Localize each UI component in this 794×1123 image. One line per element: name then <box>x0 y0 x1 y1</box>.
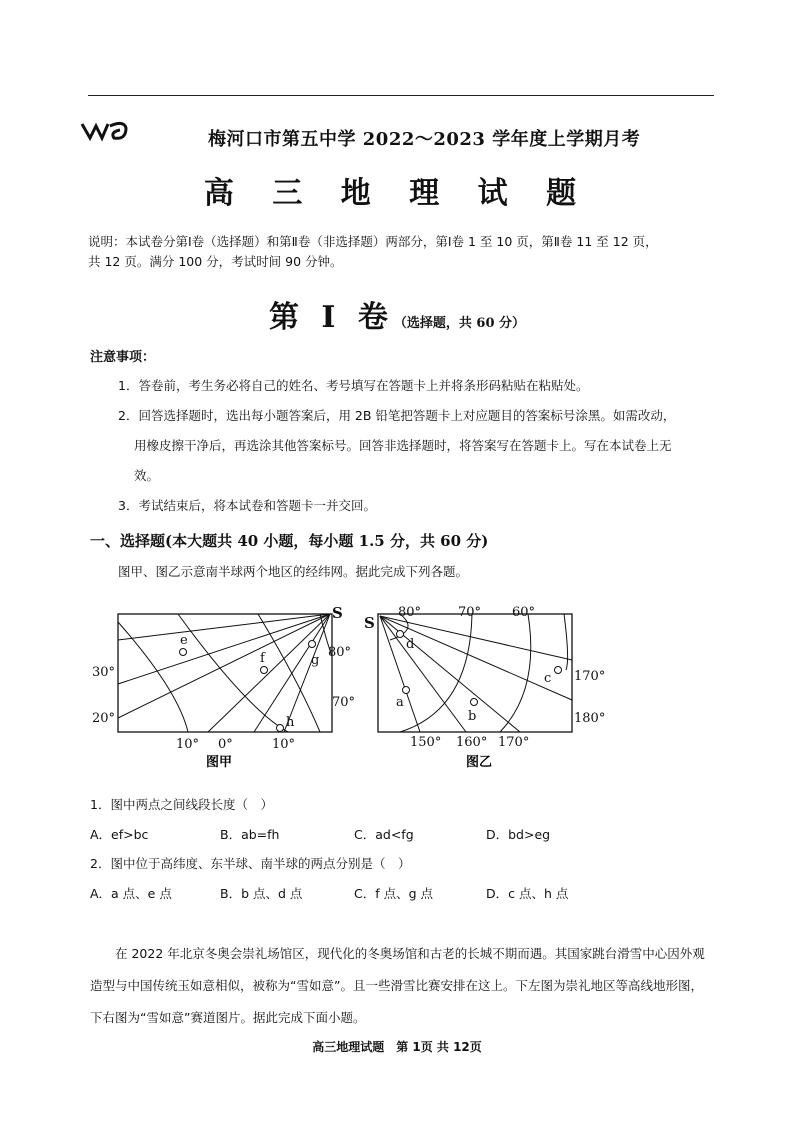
lon-0: 0° <box>218 737 233 752</box>
right-170: 170° <box>574 669 606 684</box>
school-logo-icon <box>80 118 130 144</box>
notice-item-3: 3．考试结束后，将本试卷和答题卡一并交回。 <box>118 498 376 513</box>
label-h: h <box>286 715 295 730</box>
label-b: b <box>468 709 477 724</box>
point-h <box>277 725 284 732</box>
notice-heading: 注意事项： <box>90 350 156 365</box>
label-g: g <box>311 653 320 668</box>
label-f: f <box>260 651 265 666</box>
point-b <box>471 699 478 706</box>
part-one-title: 第 Ⅰ 卷 <box>268 300 394 335</box>
lat-30: 30° <box>92 665 116 680</box>
label-c: c <box>544 671 552 686</box>
lat-20: 20° <box>92 711 116 726</box>
point-d <box>397 631 404 638</box>
lon-10w: 10° <box>176 737 200 752</box>
intro-line-1: 说明：本试卷分第Ⅰ卷（选择题）和第Ⅱ卷（非选择题）两部分，第Ⅰ卷 1 至 10 页，第Ⅱ卷 11 至 12 页， <box>88 234 658 249</box>
point-e <box>180 649 187 656</box>
q2-option-b: B．b 点、d 点 <box>220 886 303 901</box>
caption-jia: 图甲 <box>206 755 233 770</box>
section-heading: 一、选择题(本大题共 40 小题，每小题 1.5 分，共 60 分) <box>90 532 489 550</box>
q2-option-a: A．a 点、e 点 <box>90 886 172 901</box>
label-a: a <box>396 695 404 710</box>
notice-item-1: 1．答卷前，考生务必将自己的姓名、考号填写在答题卡上并将条形码粘贴在粘贴处。 <box>118 378 589 393</box>
intro-line-2: 共 12 页。满分 100 分，考试时间 90 分钟。 <box>88 254 343 269</box>
header-rule <box>88 95 714 96</box>
q2-option-d: D．c 点、h 点 <box>486 886 569 901</box>
figure-yi <box>360 600 620 770</box>
right-180: 180° <box>574 711 606 726</box>
passage-text: 在 2022 年北京冬奥会崇礼场馆区，现代化的冬奥场馆和古老的长城不期而遇。其国家跳台滑雪中心因外观造型与中国传统玉如意相似，被称为“雪如意”。且一些滑雪比赛安排在这上。下左图为崇礼地区等高线地形图，下右图为“雪如意”赛道图片。据此完成下面小题。 <box>90 946 705 1025</box>
part-one-subtitle: （选择题，共 60 分） <box>393 316 526 331</box>
page-footer: 高三地理试题 第 1页 共 12页 <box>312 1040 482 1054</box>
label-d: d <box>406 637 415 652</box>
pole-label-yi: S <box>364 614 375 632</box>
caption-yi: 图乙 <box>466 755 493 770</box>
point-a <box>403 687 410 694</box>
lat-80: 80° <box>328 645 352 660</box>
question-2-stem: 2．图中位于高纬度、东半球、南半球的两点分别是（ ） <box>90 856 411 871</box>
notice-item-2: 2．回答选择题时，选出每小题答案后，用 2B 铅笔把答题卡上对应题目的答案标号涂黑。如需改动， <box>118 408 676 423</box>
part-one-heading <box>0 292 794 336</box>
q1-option-c: C．ad<fg <box>354 827 414 842</box>
bottom-150: 150° <box>410 735 442 750</box>
notice-item-2-end: 效。 <box>134 468 160 483</box>
question-1-stem: 1．图中两点之间线段长度（ ） <box>90 797 273 812</box>
section-lead: 图甲、图乙示意南半球两个地区的经纬网。据此完成下列各题。 <box>118 564 469 579</box>
q1-option-b: B．ab=fh <box>220 827 280 842</box>
q2-option-c: C．f 点、g 点 <box>354 886 434 901</box>
top-80: 80° <box>398 605 422 620</box>
bottom-160: 160° <box>456 735 488 750</box>
top-60: 60° <box>512 605 536 620</box>
figure-jia <box>88 600 368 770</box>
notice-item-2-cont: 用橡皮擦干净后，再选涂其他答案标号。回答非选择题时，将答案写在答题卡上。写在本试卷上无 <box>134 438 672 453</box>
pole-label-jia: S <box>332 604 343 622</box>
bottom-170: 170° <box>498 735 530 750</box>
page-title: 高 三 地 理 试 题 <box>203 176 591 211</box>
point-f <box>261 667 268 674</box>
top-70: 70° <box>458 605 482 620</box>
school-exam-line: 梅河口市第五中学 2022～2023 学年度上学期月考 <box>208 129 641 150</box>
lat-70: 70° <box>332 695 356 710</box>
point-c <box>555 667 562 674</box>
point-g <box>309 641 316 648</box>
q1-option-a: A．ef>bc <box>90 827 149 842</box>
lon-10e: 10° <box>272 737 296 752</box>
label-e: e <box>180 633 188 648</box>
intro-text <box>88 232 713 272</box>
q1-option-d: D．bd>eg <box>486 827 551 842</box>
